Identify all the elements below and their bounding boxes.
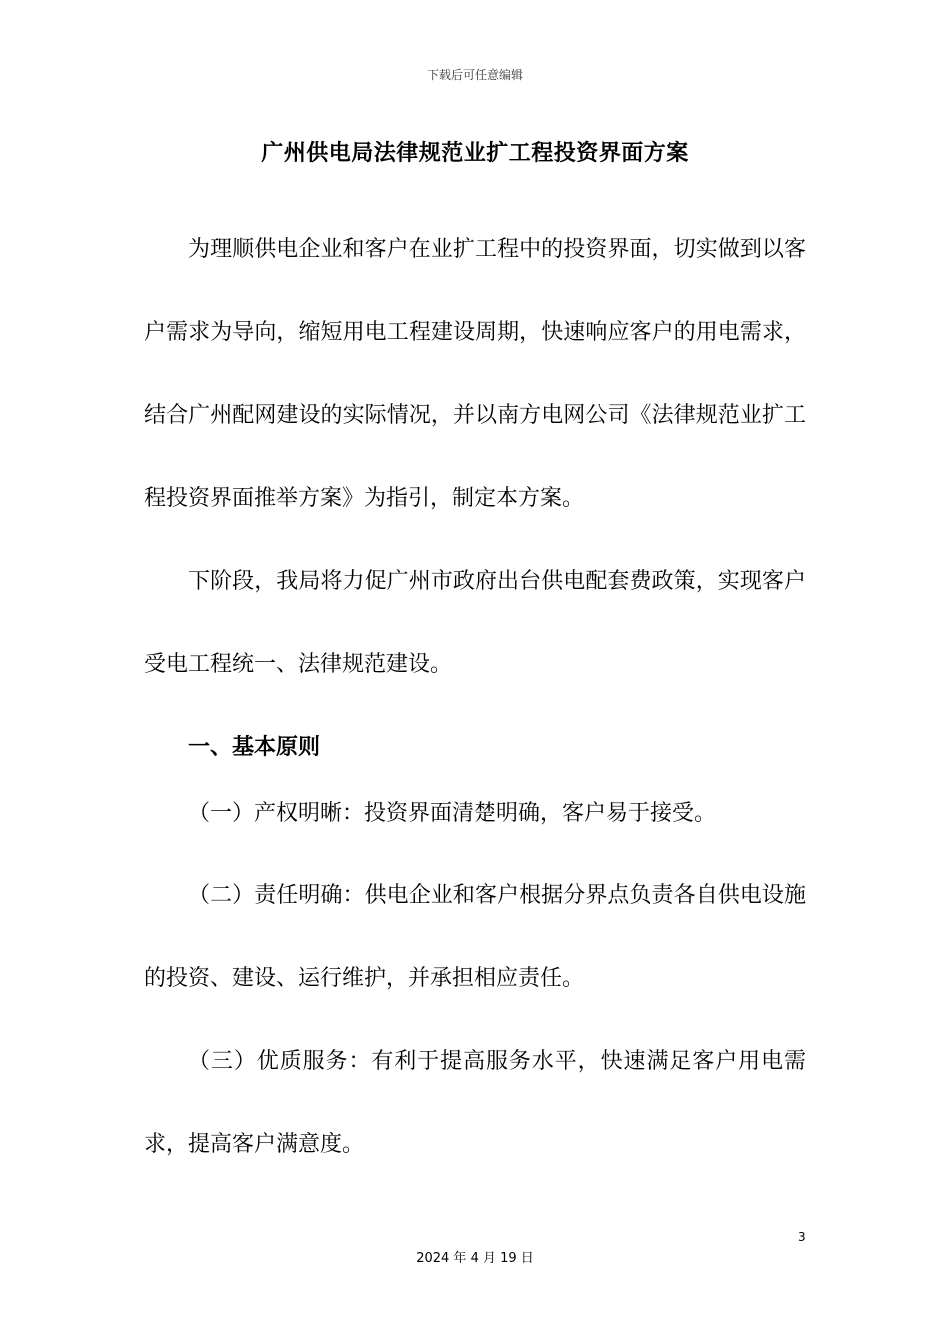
principle-item-property-rights: （一）产权明晰：投资界面清楚明确，客户易于接受。	[188, 801, 717, 826]
document-title: 广州供电局法律规范业扩工程投资界面方案	[261, 141, 689, 166]
page-number: 3	[798, 1230, 806, 1244]
page-header: 下载后可任意编辑	[426, 68, 523, 82]
paragraph-next-stage: 下阶段，我局将力促广州市政府出台供电配套费政策，实现客户受电工程统一、法律规范建设。	[144, 569, 806, 677]
principle-item-quality-service: （三）优质服务：有利于提高服务水平，快速满足客户用电需求，提高客户满意度。	[144, 1049, 806, 1157]
footer-date: 2024 年 4 月 19 日	[416, 1251, 534, 1266]
document-body	[144, 228, 806, 1186]
section-heading-basic-principles: 一、基本原则	[188, 735, 321, 760]
paragraph-intro: 为理顺供电企业和客户在业扩工程中的投资界面，切实做到以客户需求为导向，缩短用电工程建设周期，快速响应客户的用电需求，结合广州配网建设的实际情况，并以南方电网公司《法律规范业扩工程投资界面推举方案》为指引，制定本方案。	[144, 237, 806, 511]
principle-item-responsibility: （二）责任明确：供电企业和客户根据分界点负责各自供电设施的投资、建设、运行维护，并承担相应责任。	[144, 883, 806, 991]
